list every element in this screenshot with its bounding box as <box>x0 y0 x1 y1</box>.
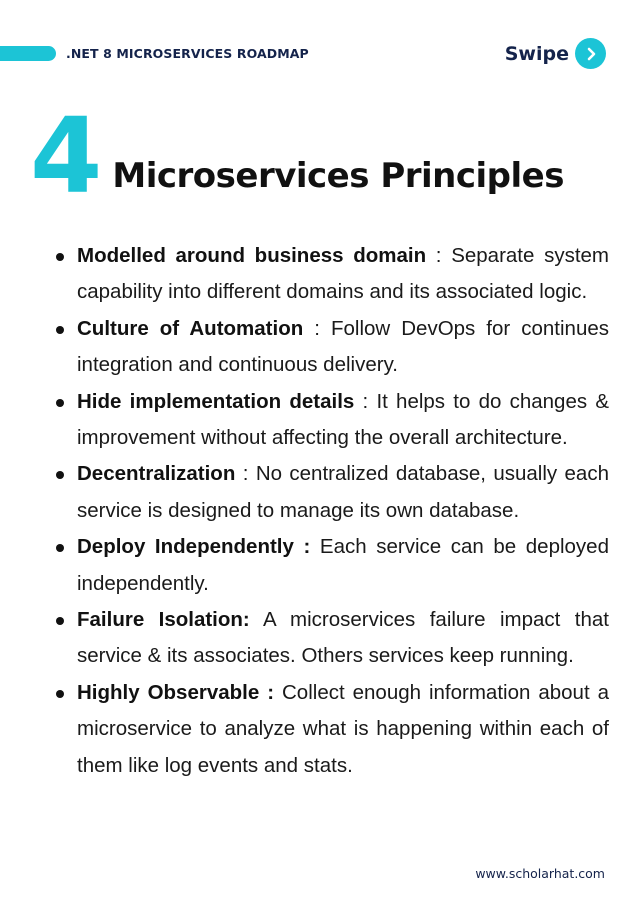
principle-description: No centralized database, usually each service is designed to manage its own database. <box>77 462 609 522</box>
bullet <box>56 617 64 625</box>
principle-description: A microservices failure impact that service & its associates. Others services keep running. <box>77 608 609 668</box>
principle-term: Deploy Independently : <box>77 535 311 559</box>
list-item <box>77 456 609 529</box>
principle-description: Each service can be deployed independently. <box>77 535 609 595</box>
footer-link[interactable]: www.scholarhat.com <box>475 866 605 881</box>
bullet <box>56 544 64 552</box>
principle-term: Modelled around business domain <box>77 244 427 267</box>
principle-separator: : <box>354 389 377 413</box>
bullet <box>56 326 64 334</box>
section-heading <box>30 95 564 217</box>
principle-description: Collect enough information about a microservice to analyze what is happening within each of them like log events and stats. <box>77 680 609 777</box>
principle-description: Separate system capability into different domains and its associated logic. <box>77 244 609 304</box>
chevron-right-icon <box>575 38 606 69</box>
bullet <box>56 399 64 407</box>
principles-list <box>77 238 609 784</box>
principle-separator <box>310 535 320 558</box>
accent-bar <box>0 46 56 61</box>
principle-term: Failure Isolation: <box>77 608 250 632</box>
principle-term: Hide implementation details <box>77 389 355 413</box>
bullet <box>56 690 64 698</box>
principle-term: Decentralization <box>77 462 236 486</box>
principle-separator: : <box>235 462 256 486</box>
principle-separator <box>274 681 282 704</box>
bullet <box>56 471 64 479</box>
swipe-button[interactable] <box>505 38 606 69</box>
principle-separator: : <box>426 244 452 267</box>
list-item <box>77 675 609 784</box>
principle-separator: : <box>303 316 331 340</box>
principle-term: Highly Observable : <box>77 680 275 704</box>
list-item <box>77 238 609 311</box>
principle-description: Follow DevOps for continues integration and continuous delivery. <box>77 316 609 377</box>
swipe-label: Swipe <box>504 42 569 65</box>
principle-term: Culture of Automation <box>77 316 304 340</box>
bullet <box>56 253 64 261</box>
page-title: Microservices Principles <box>112 156 564 196</box>
principle-description: It helps to do changes & improvement without affecting the overall architecture. <box>77 389 609 450</box>
list-item <box>77 602 609 675</box>
principle-separator <box>250 608 263 631</box>
series-title: .NET 8 MICROSERVICES ROADMAP <box>66 46 309 61</box>
list-item <box>77 311 609 384</box>
list-item <box>77 529 609 602</box>
section-number: 4 <box>30 95 99 217</box>
list-item <box>77 384 609 457</box>
